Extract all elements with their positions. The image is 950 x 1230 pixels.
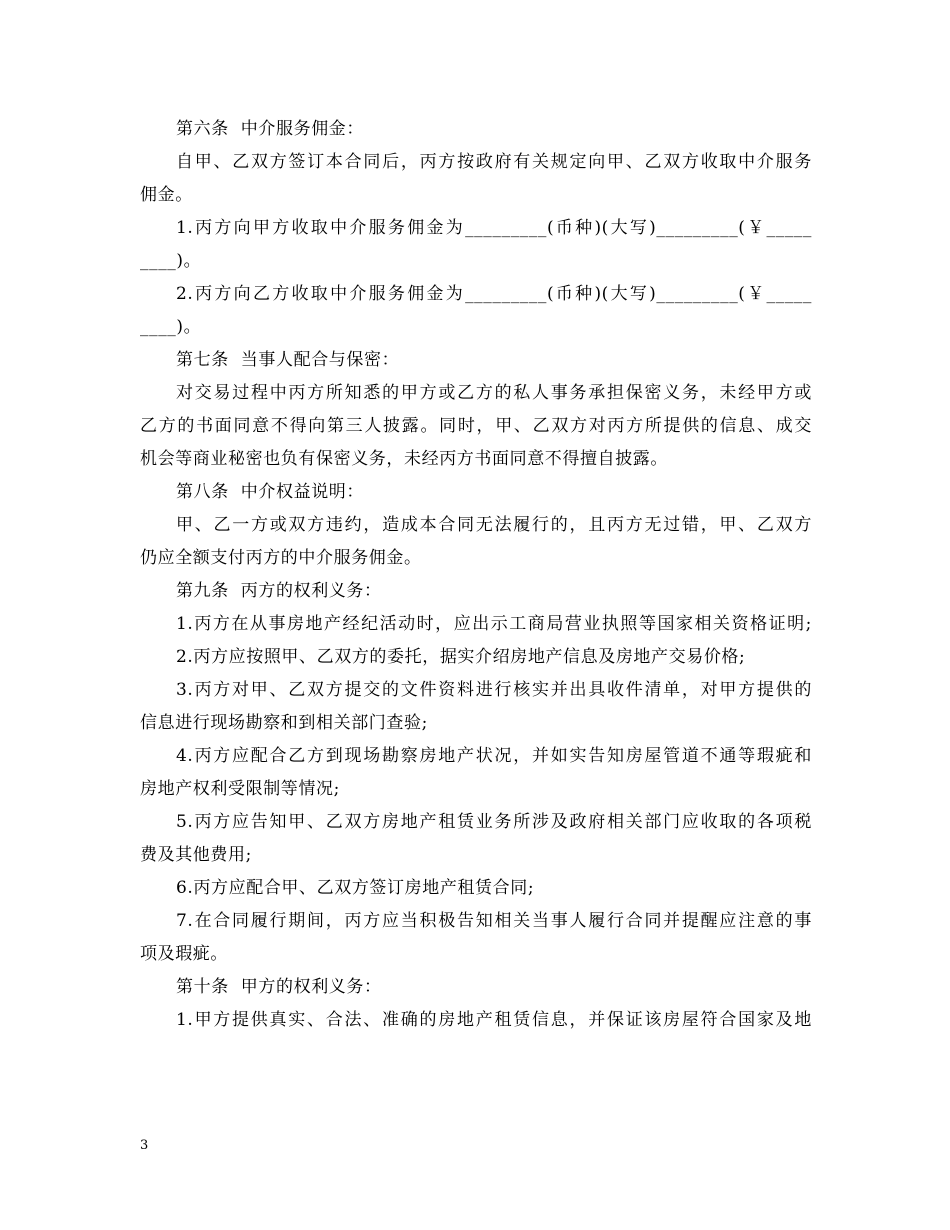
document-body	[140, 116, 812, 1040]
document-line: 费及其他费用;	[140, 845, 252, 865]
document-line: 房地产权利受限制等情况;	[140, 779, 340, 799]
document-line: 第九条 丙方的权利义务：	[176, 581, 382, 601]
document-line: 6.丙方应配合甲、乙双方签订房地产租赁合同;	[176, 878, 535, 898]
document-line: 3.丙方对甲、乙双方提交的文件资料进行核实并出具收件清单，对甲方提供的	[176, 680, 812, 700]
document-line: 信息进行现场勘察和到相关部门查验;	[140, 713, 428, 733]
document-line: 佣金。	[140, 185, 193, 205]
document-line: 仍应全额支付丙方的中介服务佣金。	[140, 548, 422, 568]
page-number: 3	[140, 1138, 149, 1153]
document-line: 2.丙方应按照甲、乙双方的委托，据实介绍房地产信息及房地产交易价格;	[176, 647, 746, 667]
document-line: 第八条 中介权益说明：	[176, 482, 365, 502]
document-line: 第十条 甲方的权利义务：	[176, 977, 382, 997]
document-line: 5.丙方应告知甲、乙双方房地产租赁业务所涉及政府相关部门应收取的各项税	[176, 812, 812, 832]
document-line: 4.丙方应配合乙方到现场勘察房地产状况，并如实告知房屋管道不通等瑕疵和	[176, 746, 812, 766]
document-line: 乙方的书面同意不得向第三人披露。同时，甲、乙双方对丙方所提供的信息、成交	[140, 416, 812, 436]
document-line: 对交易过程中丙方所知悉的甲方或乙方的私人事务承担保密义务，未经甲方或	[176, 383, 812, 403]
document-line: 1.丙方向甲方收取中介服务佣金为_________(币种)(大写)_________(￥_____	[176, 218, 812, 238]
document-line: 第六条 中介服务佣金：	[176, 119, 365, 139]
document-line: 项及瑕疵。	[140, 944, 228, 964]
document-line: ____)。	[140, 251, 202, 271]
document-line: 机会等商业秘密也负有保密义务，未经丙方书面同意不得擅自披露。	[140, 449, 668, 469]
document-line: 1.甲方提供真实、合法、准确的房地产租赁信息，并保证该房屋符合国家及地	[176, 1010, 812, 1030]
document-line: 1.丙方在从事房地产经纪活动时，应出示工商局营业执照等国家相关资格证明;	[176, 614, 812, 634]
document-line: 自甲、乙双方签订本合同后，丙方按政府有关规定向甲、乙双方收取中介服务	[176, 152, 812, 172]
document-line: ____)。	[140, 317, 202, 337]
document-line: 第七条 当事人配合与保密：	[176, 350, 400, 370]
document-line: 甲、乙一方或双方违约，造成本合同无法履行的，且丙方无过错，甲、乙双方	[176, 515, 812, 535]
document-line: 2.丙方向乙方收取中介服务佣金为_________(币种)(大写)_________(￥_____	[176, 284, 812, 304]
document-line: 7.在合同履行期间，丙方应当积极告知相关当事人履行合同并提醒应注意的事	[176, 911, 812, 931]
